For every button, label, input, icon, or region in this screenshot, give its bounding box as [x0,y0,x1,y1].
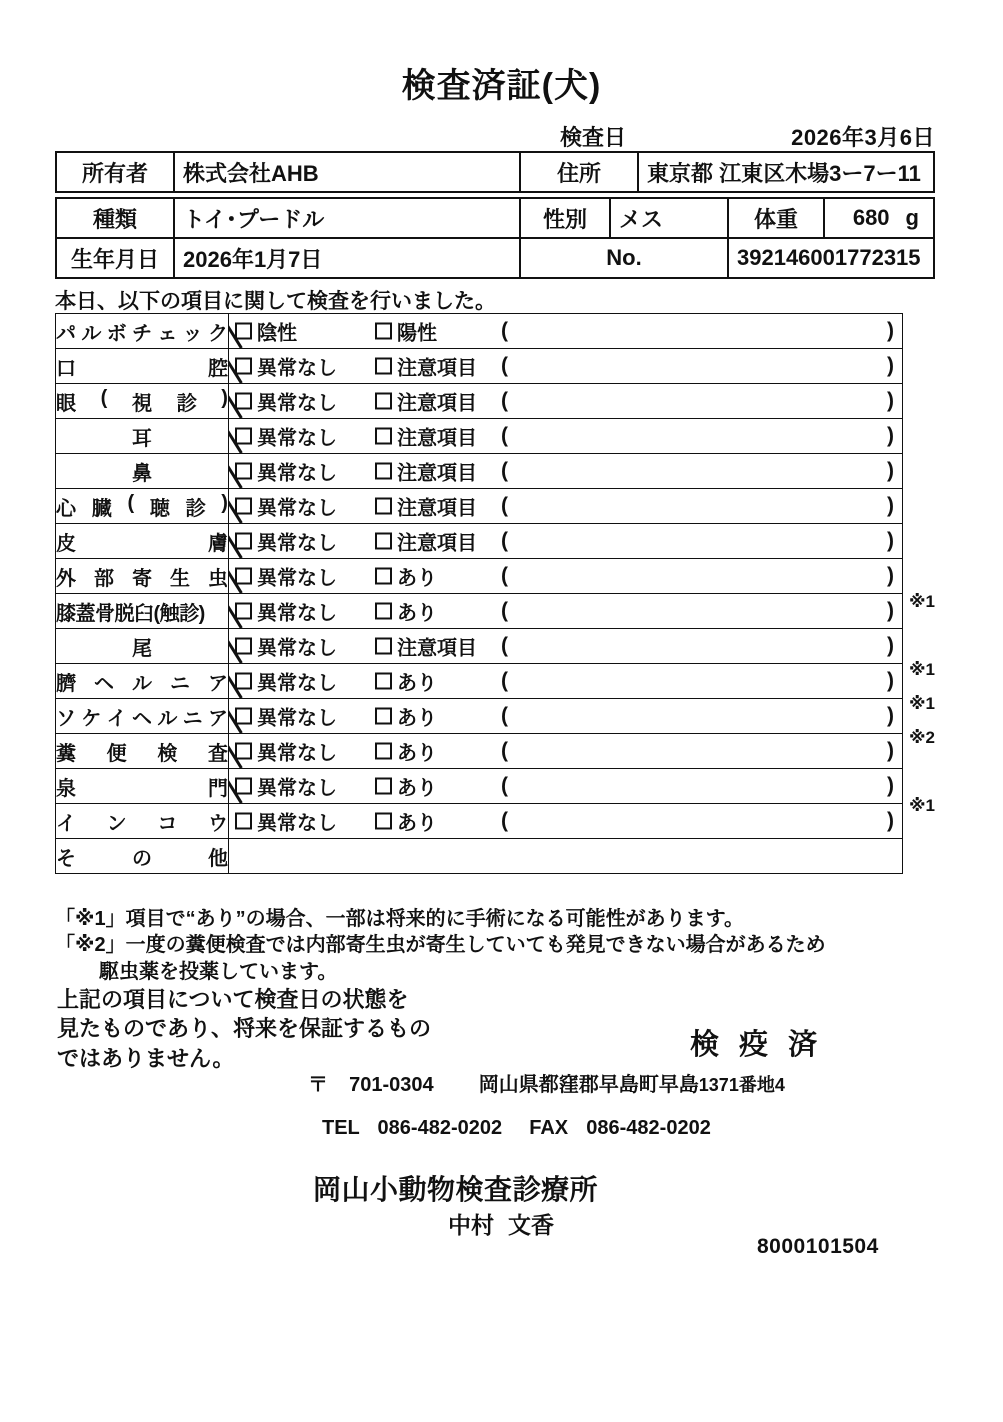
checkbox-checked-icon[interactable] [235,533,252,550]
table-row [56,349,903,384]
table-row [56,384,903,419]
breed-row [56,198,934,238]
item-label: イ ン コ ウ [56,812,228,835]
remark-paren-close: ) [887,774,894,797]
checkbox-label: あり [397,707,437,730]
checkbox-label: 異常なし [257,777,337,800]
checkbox-empty-icon[interactable] [375,323,392,340]
item-options-cell [229,384,903,419]
item-label: 臍 ヘ ル ニ ア [56,672,228,695]
weight-unit: g [905,205,919,230]
weight-label: 体重 [728,198,824,238]
item-options-cell [229,699,903,734]
checkbox-empty-icon[interactable] [375,673,392,690]
item-options-cell [229,419,903,454]
item-label-cell [56,454,229,489]
checkbox-option-b[interactable] [375,527,477,556]
remark-paren-open: ( [501,459,508,482]
item-label: 鼻 [132,462,152,485]
footnote-mark-empty [903,449,993,483]
item-label-cell [56,594,229,629]
checkbox-option-a[interactable] [235,457,337,486]
checkbox-checked-icon[interactable] [235,568,252,585]
checkbox-checked-icon[interactable] [235,393,252,410]
footnote-mark-empty [903,347,993,381]
checkbox-empty-icon[interactable] [375,603,392,620]
breed-value: トイ･プードル [174,198,520,238]
item-options-cell [229,454,903,489]
address-value: 東京都 江東区木場3ー7ー11 [638,152,934,192]
item-options-cell [229,769,903,804]
exam-date-label: 検査日 [560,125,627,150]
checkbox-label: 異常なし [257,742,337,765]
checkbox-option-b[interactable] [375,772,437,801]
checkbox-label: 異常なし [257,497,337,520]
item-label-cell [56,664,229,699]
sex-value: メス [610,198,728,238]
clinic-address-main: 岡山県都窪郡早島町早島 [478,1074,699,1096]
table-row [56,699,903,734]
item-options-cell [229,734,903,769]
disclaimer-line-3: ではありません。 [57,1045,235,1071]
no-label: No. [520,238,728,278]
item-label: ソ ケ イ ヘ ル ニ ア [56,707,228,730]
item-label-cell [56,769,229,804]
checkbox-checked-icon[interactable] [235,708,252,725]
table-row [56,664,903,699]
item-label-cell [56,524,229,559]
checkbox-option-a[interactable] [235,807,337,836]
checkbox-label: あり [397,602,437,625]
item-label-cell [56,559,229,594]
remark-paren-open: ( [501,739,508,762]
checkbox-label: あり [397,567,437,590]
checkbox-option-b[interactable] [375,387,477,416]
clinic-address [308,1068,785,1097]
item-label-cell [56,384,229,419]
footnote-2: 「※2」一度の糞便検査では内部寄生虫が寄生していても発見できない場合があるため [55,934,826,957]
owner-label: 所有者 [56,152,174,192]
item-label-cell [56,349,229,384]
remark-paren-open: ( [501,319,508,342]
remark-paren-open: ( [501,389,508,412]
checkbox-option-b[interactable] [375,632,477,661]
breed-label: 種類 [56,198,174,238]
address-label: 住所 [520,152,638,192]
item-label: そ の 他 [56,847,228,870]
exam-date-value: 2026年3月6日 [791,125,935,150]
checkbox-empty-icon[interactable] [375,638,392,655]
footnote-mark: ※1 [909,660,935,679]
checkbox-label: 注意項目 [397,637,477,660]
table-row [56,594,903,629]
checkbox-option-a[interactable] [235,387,337,416]
remark-paren-close: ) [887,634,894,657]
checkbox-option-a[interactable] [235,667,337,696]
clinic-name: 岡山小動物検査診療所 [313,1174,599,1205]
footnote-mark-empty [903,381,993,415]
checkbox-checked-icon[interactable] [235,603,252,620]
checkbox-label: 異常なし [257,567,337,590]
remark-paren-close: ) [887,809,894,832]
checkbox-option-b[interactable] [375,702,437,731]
remark-paren-close: ) [887,354,894,377]
sex-label: 性別 [520,198,610,238]
checkbox-label: 異常なし [257,532,337,555]
checkbox-label: あり [397,812,437,835]
checkbox-label: あり [397,672,437,695]
checkbox-option-b[interactable] [375,492,477,521]
checkbox-empty-icon[interactable] [375,743,392,760]
footnote-2-cont: 駆虫薬を投薬しています。 [99,960,338,983]
owner-value: 株式会社AHB [174,152,520,192]
item-label: 心 臓 ( 聴 診 ) [56,491,228,520]
footnote-mark: ※1 [909,592,935,611]
page-title: 検査済証(犬) [401,67,602,105]
remark-paren-open: ( [501,774,508,797]
footnote-mark-empty [903,517,993,551]
owner-row [56,152,934,192]
table-row [56,419,903,454]
checkbox-label: 注意項目 [397,532,477,555]
checkbox-label: 異常なし [257,427,337,450]
fax-value: 086-482-0202 [586,1117,711,1139]
postal-code: 701-0304 [349,1074,434,1096]
footnote-mark-empty [903,313,993,347]
item-label-cell [56,489,229,524]
checkbox-checked-icon[interactable] [235,358,252,375]
remark-paren-close: ) [887,319,894,342]
footnote-mark: ※1 [909,796,935,815]
checkbox-option-b[interactable] [375,667,437,696]
checkbox-option-b[interactable] [375,737,437,766]
remark-paren-open: ( [501,669,508,692]
checkbox-label: 異常なし [257,707,337,730]
remark-paren-close: ) [887,459,894,482]
birth-label: 生年月日 [56,238,174,278]
checkbox-option-a[interactable] [235,422,337,451]
pet-info-table [55,197,935,279]
checkbox-checked-icon[interactable] [235,743,252,760]
checkbox-checked-icon[interactable] [235,673,252,690]
checkbox-label: 陽性 [397,322,437,345]
checkbox-empty-icon[interactable] [375,568,392,585]
checkbox-checked-icon[interactable] [235,498,252,515]
checkbox-option-a[interactable] [235,317,297,346]
item-label-cell [56,629,229,664]
remark-paren-open: ( [501,634,508,657]
checkbox-checked-icon[interactable] [235,778,252,795]
checkbox-option-a[interactable] [235,632,337,661]
signer-family-name: 中村 [448,1212,494,1238]
footnote-mark-empty [903,415,993,449]
item-label: 耳 [132,427,152,450]
owner-table [55,151,935,193]
remark-paren-close: ) [887,424,894,447]
item-label: 皮 膚 [56,532,228,555]
footnote-marks-column [903,313,993,857]
checkbox-checked-icon[interactable] [235,463,252,480]
disclaimer-block [57,985,487,1073]
checkbox-label: 異常なし [257,812,337,835]
table-row [56,454,903,489]
intro-text: 本日、以下の項目に関して検査を行いました。 [55,290,496,313]
checkbox-option-a[interactable] [235,527,337,556]
item-label: 眼 ( 視 診 ) [56,386,228,415]
footnote-mark: ※2 [909,728,935,747]
item-label-cell [56,804,229,839]
checkbox-empty-icon[interactable] [235,813,252,830]
item-options-cell [229,349,903,384]
checkbox-label: 注意項目 [397,497,477,520]
remark-paren-close: ) [887,669,894,692]
clinic-signer [448,1207,554,1240]
checkbox-option-a[interactable] [235,492,337,521]
item-options-cell [229,314,903,349]
item-options-cell [229,804,903,839]
remark-paren-open: ( [501,354,508,377]
checkbox-empty-icon[interactable] [375,358,392,375]
remark-paren-open: ( [501,809,508,832]
checkbox-label: 注意項目 [397,392,477,415]
footnote-mark: ※1 [909,694,935,713]
checkbox-option-b[interactable] [375,457,477,486]
checkbox-option-a[interactable] [235,772,337,801]
checkbox-checked-icon[interactable] [235,323,252,340]
checkbox-label: 異常なし [257,392,337,415]
footnote-mark-empty [903,823,993,857]
remark-paren-close: ) [887,704,894,727]
fax-label: FAX [529,1117,569,1139]
checkbox-label: あり [397,742,437,765]
birth-value: 2026年1月7日 [174,238,520,278]
checkbox-option-a[interactable] [235,702,337,731]
checkbox-empty-icon[interactable] [375,498,392,515]
remark-paren-close: ) [887,739,894,762]
tel-value: 086-482-0202 [377,1117,503,1139]
checkbox-option-b[interactable] [375,352,477,381]
remark-paren-close: ) [887,599,894,622]
checkbox-label: 注意項目 [397,462,477,485]
item-label: 尾 [132,637,152,660]
remark-paren-open: ( [501,494,508,517]
footnote-mark-empty [903,619,993,653]
remark-paren-close: ) [887,389,894,412]
document-reference-number: 8000101504 [757,1235,879,1258]
weight-value-cell [824,198,934,238]
item-label-cell [56,734,229,769]
item-options-cell [229,594,903,629]
inspection-items-table [55,313,903,874]
remark-paren-close: ) [887,494,894,517]
no-value: 392146001772315 [728,238,934,278]
item-label: 口 腔 [56,357,228,380]
item-label-cell [56,699,229,734]
checkbox-empty-icon[interactable] [375,428,392,445]
checkbox-empty-icon[interactable] [375,813,392,830]
checkbox-option-a[interactable] [235,352,337,381]
checkbox-label: 注意項目 [397,357,477,380]
table-row [56,629,903,664]
checkbox-label: 異常なし [257,357,337,380]
checkbox-option-b[interactable] [375,422,477,451]
checkbox-label: あり [397,777,437,800]
weight-value: 680 [852,205,890,230]
remark-paren-close: ) [887,529,894,552]
table-row [56,839,903,874]
item-options-cell [229,489,903,524]
table-row [56,804,903,839]
birth-row [56,238,934,278]
checkbox-option-a[interactable] [235,737,337,766]
item-label: パ ル ボ チ ェ ッ ク [56,322,228,345]
disclaimer-line-1: 上記の項目について検査日の状態を [57,987,409,1012]
footnote-mark-empty [903,483,993,517]
checkbox-option-b[interactable] [375,807,437,836]
remark-paren-open: ( [501,704,508,727]
signer-given-name: 文香 [508,1212,554,1238]
item-label: 外 部 寄 生 虫 [56,567,228,590]
table-row [56,769,903,804]
clinic-contact [322,1117,711,1140]
checkbox-label: 異常なし [257,672,337,695]
checkbox-option-b[interactable] [375,317,437,346]
item-options-cell [229,629,903,664]
item-label-cell [56,314,229,349]
checkbox-empty-icon[interactable] [375,708,392,725]
quarantine-stamp: 検 疫 済 [690,1029,824,1061]
table-row [56,314,903,349]
footnotes-block [55,906,955,985]
checkbox-option-b[interactable] [375,562,437,591]
item-options-cell [229,559,903,594]
checkbox-option-b[interactable] [375,597,437,626]
checkbox-empty-icon[interactable] [375,533,392,550]
clinic-address-number: 1371番地4 [698,1075,785,1095]
footnote-1: 「※1」項目で“あり”の場合、一部は将来的に手術になる可能性があります。 [55,908,744,930]
disclaimer-line-2: 見たものであり、将来を保証するもの [57,1016,432,1042]
checkbox-label: 異常なし [257,602,337,625]
remark-paren-open: ( [501,529,508,552]
exam-date-row [55,121,935,149]
tel-label: TEL [322,1117,360,1139]
item-options-cell [229,839,903,874]
checkbox-checked-icon[interactable] [235,428,252,445]
checkbox-label: 異常なし [257,462,337,485]
footnote-mark-empty [903,755,993,789]
checkbox-empty-icon[interactable] [375,463,392,480]
table-row [56,734,903,769]
remark-paren-open: ( [501,424,508,447]
checkbox-empty-icon[interactable] [375,778,392,795]
checkbox-empty-icon[interactable] [375,393,392,410]
remark-paren-close: ) [887,564,894,587]
item-options-cell [229,664,903,699]
remark-paren-open: ( [501,564,508,587]
table-row [56,489,903,524]
checkbox-option-a[interactable] [235,562,337,591]
checkbox-label: 注意項目 [397,427,477,450]
table-row [56,559,903,594]
item-options-cell [229,524,903,559]
table-row [56,524,903,559]
item-label: 膝蓋骨脱臼(触診) [56,602,205,625]
item-label: 泉 門 [56,777,228,800]
item-label-cell [56,419,229,454]
checkbox-checked-icon[interactable] [235,638,252,655]
checkbox-label: 異常なし [257,637,337,660]
postal-mark-icon: 〒 [308,1074,328,1096]
footnote-mark-empty [903,551,993,585]
remark-paren-open: ( [501,599,508,622]
item-label-cell [56,839,229,874]
item-label: 糞 便 検 査 [56,742,228,765]
checkbox-option-a[interactable] [235,597,337,626]
checkbox-label: 陰性 [257,322,297,345]
